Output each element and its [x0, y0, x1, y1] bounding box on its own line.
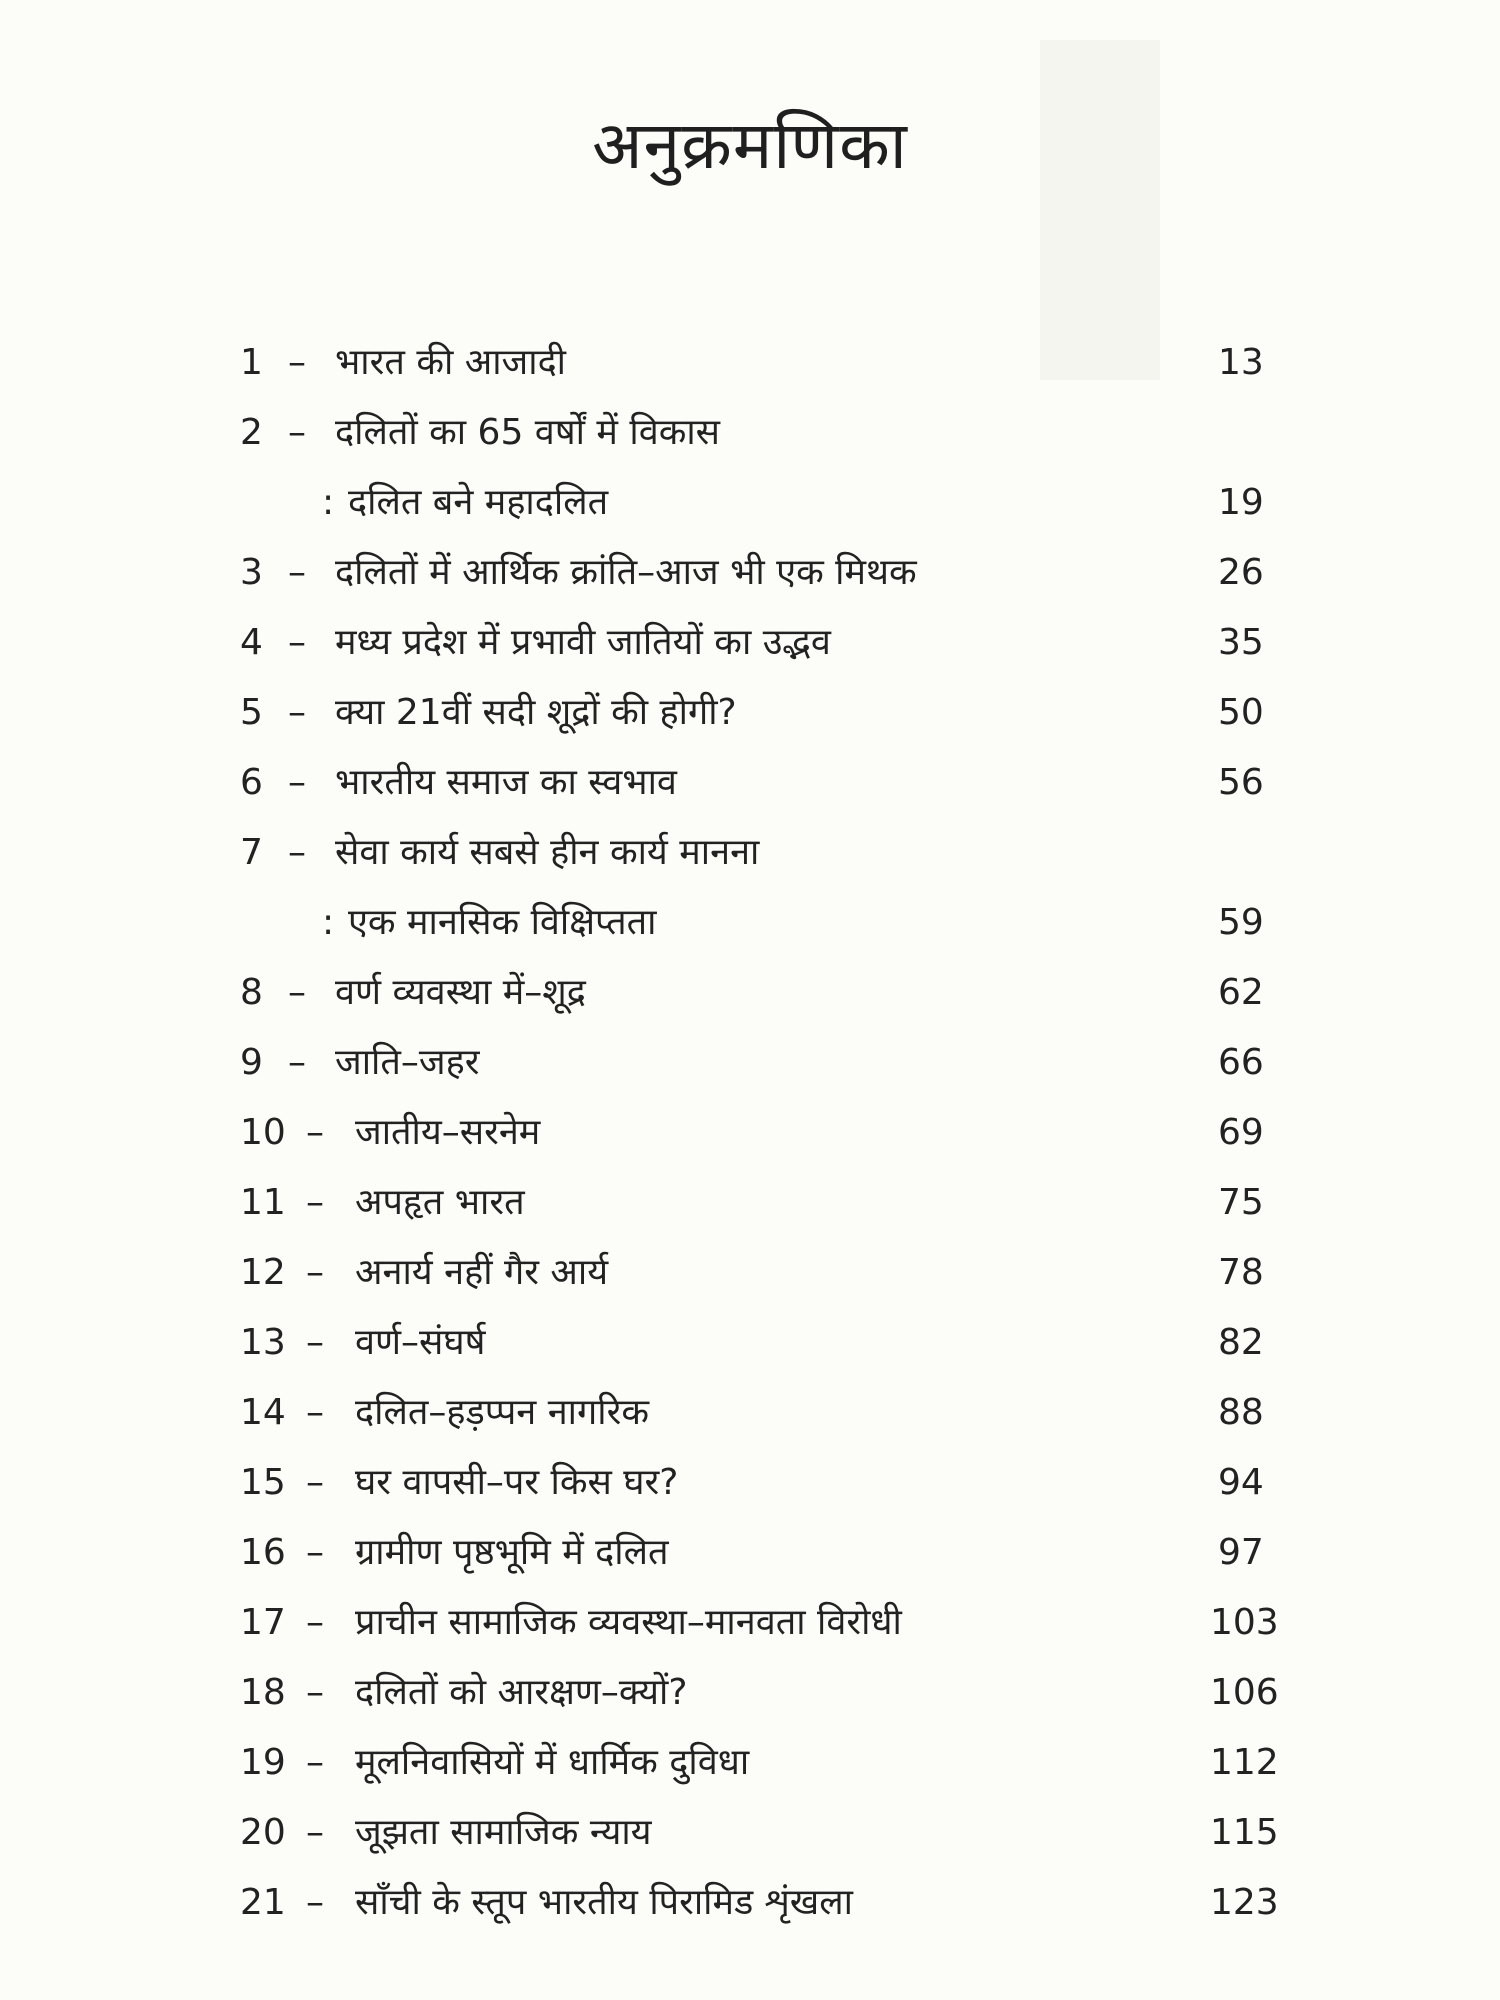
entry-page-number: 94	[1218, 1462, 1264, 1503]
entry-dash: –	[288, 342, 306, 383]
entry-title: क्या 21वीं सदी शूद्रों की होगी?	[335, 692, 737, 733]
toc-entry	[240, 1238, 1280, 1308]
entry-page-number: 88	[1218, 1392, 1264, 1433]
toc-entry	[240, 748, 1280, 818]
entry-number: 20	[240, 1812, 286, 1853]
entry-number: 12	[240, 1252, 286, 1293]
entry-page-number: 82	[1218, 1322, 1264, 1363]
page-title: अनुक्रमणिका	[592, 107, 908, 184]
entry-page-number: 35	[1218, 622, 1264, 663]
entry-dash: –	[288, 972, 306, 1013]
entry-title: घर वापसी–पर किस घर?	[355, 1462, 679, 1503]
entry-dash: –	[306, 1812, 324, 1853]
entry-page-number: 56	[1218, 762, 1264, 803]
entry-page-number: 59	[1218, 902, 1264, 943]
entry-number: 14	[240, 1392, 286, 1433]
entry-title: अनार्य नहीं गैर आर्य	[355, 1252, 609, 1293]
entry-title: दलितों में आर्थिक क्रांति–आज भी एक मिथक	[335, 552, 917, 593]
entry-colon: :	[322, 482, 335, 523]
entry-dash: –	[306, 1882, 324, 1923]
toc-entry	[240, 608, 1280, 678]
toc-entry	[240, 1588, 1280, 1658]
entry-number: 5	[240, 692, 263, 733]
entry-number: 9	[240, 1042, 263, 1083]
entry-page-number: 106	[1210, 1672, 1279, 1713]
entry-number: 11	[240, 1182, 286, 1223]
toc-entry	[240, 1168, 1280, 1238]
entry-page-number: 78	[1218, 1252, 1264, 1293]
entry-page-number: 13	[1218, 342, 1264, 383]
entry-page-number: 115	[1210, 1812, 1279, 1853]
toc-entry	[240, 1798, 1280, 1868]
toc-entry	[240, 1448, 1280, 1518]
entry-title: मूलनिवासियों में धार्मिक दुविधा	[355, 1742, 750, 1783]
toc-entry	[240, 468, 1280, 538]
toc-entry	[240, 1868, 1280, 1938]
entry-title: ग्रामीण पृष्ठभूमि में दलित	[355, 1532, 669, 1573]
entry-title: एक मानसिक विक्षिप्तता	[348, 902, 657, 943]
entry-page-number: 103	[1210, 1602, 1279, 1643]
entry-dash: –	[288, 832, 306, 873]
entry-title: दलितों का 65 वर्षों में विकास	[335, 412, 721, 453]
entry-page-number: 97	[1218, 1532, 1264, 1573]
entry-number: 6	[240, 762, 263, 803]
entry-number: 19	[240, 1742, 286, 1783]
entry-title: वर्ण व्यवस्था में–शूद्र	[335, 972, 586, 1013]
entry-title: भारत की आजादी	[335, 342, 567, 383]
entry-title: दलित–हड़प्पन नागरिक	[355, 1392, 649, 1433]
entry-dash: –	[306, 1112, 324, 1153]
entry-number: 1	[240, 342, 263, 383]
entry-dash: –	[306, 1672, 324, 1713]
entry-title: प्राचीन सामाजिक व्यवस्था–मानवता विरोधी	[355, 1602, 902, 1643]
entry-dash: –	[288, 622, 306, 663]
toc-entry	[240, 1518, 1280, 1588]
entry-title: दलितों को आरक्षण–क्यों?	[355, 1672, 688, 1713]
entry-page-number: 62	[1218, 972, 1264, 1013]
entry-title: साँची के स्तूप भारतीय पिरामिड शृंखला	[355, 1882, 853, 1923]
entry-dash: –	[306, 1462, 324, 1503]
toc-entry	[240, 888, 1280, 958]
entry-title: जातीय–सरनेम	[355, 1112, 541, 1153]
entry-number: 4	[240, 622, 263, 663]
toc-entry	[240, 1308, 1280, 1378]
entry-title: मध्य प्रदेश में प्रभावी जातियों का उद्भव	[335, 622, 831, 663]
toc-entry	[240, 1098, 1280, 1168]
entry-title: दलित बने महादलित	[348, 482, 609, 523]
toc-entry	[240, 818, 1280, 888]
entry-dash: –	[306, 1392, 324, 1433]
entry-page-number: 69	[1218, 1112, 1264, 1153]
entry-dash: –	[306, 1182, 324, 1223]
entry-page-number: 66	[1218, 1042, 1264, 1083]
entry-page-number: 26	[1218, 552, 1264, 593]
entry-dash: –	[288, 552, 306, 593]
entry-title: भारतीय समाज का स्वभाव	[335, 762, 677, 803]
entry-title: जूझता सामाजिक न्याय	[355, 1812, 652, 1853]
entry-number: 18	[240, 1672, 286, 1713]
toc-entry	[240, 958, 1280, 1028]
entry-title: जाति–जहर	[335, 1042, 480, 1083]
entry-number: 3	[240, 552, 263, 593]
entry-colon: :	[322, 902, 335, 943]
entry-number: 7	[240, 832, 263, 873]
toc-entry	[240, 1378, 1280, 1448]
entry-page-number: 75	[1218, 1182, 1264, 1223]
entry-page-number: 112	[1210, 1742, 1279, 1783]
toc-entry	[240, 678, 1280, 748]
entry-number: 2	[240, 412, 263, 453]
toc-entry	[240, 538, 1280, 608]
toc-entry	[240, 398, 1280, 468]
entry-dash: –	[306, 1322, 324, 1363]
table-of-contents	[240, 328, 1280, 1938]
entry-number: 13	[240, 1322, 286, 1363]
entry-number: 17	[240, 1602, 286, 1643]
entry-page-number: 19	[1218, 482, 1264, 523]
toc-entry	[240, 1028, 1280, 1098]
entry-number: 8	[240, 972, 263, 1013]
entry-dash: –	[306, 1532, 324, 1573]
entry-number: 21	[240, 1882, 286, 1923]
entry-dash: –	[288, 412, 306, 453]
entry-title: वर्ण–संघर्ष	[355, 1322, 486, 1363]
toc-entry	[240, 1728, 1280, 1798]
entry-page-number: 123	[1210, 1882, 1279, 1923]
entry-dash: –	[288, 692, 306, 733]
entry-dash: –	[306, 1742, 324, 1783]
entry-number: 10	[240, 1112, 286, 1153]
entry-title: अपहृत भारत	[355, 1182, 525, 1223]
entry-dash: –	[306, 1252, 324, 1293]
entry-number: 16	[240, 1532, 286, 1573]
entry-dash: –	[288, 762, 306, 803]
entry-title: सेवा कार्य सबसे हीन कार्य मानना	[335, 832, 760, 873]
entry-dash: –	[288, 1042, 306, 1083]
entry-page-number: 50	[1218, 692, 1264, 733]
toc-entry	[240, 1658, 1280, 1728]
entry-dash: –	[306, 1602, 324, 1643]
entry-number: 15	[240, 1462, 286, 1503]
toc-entry	[240, 328, 1280, 398]
